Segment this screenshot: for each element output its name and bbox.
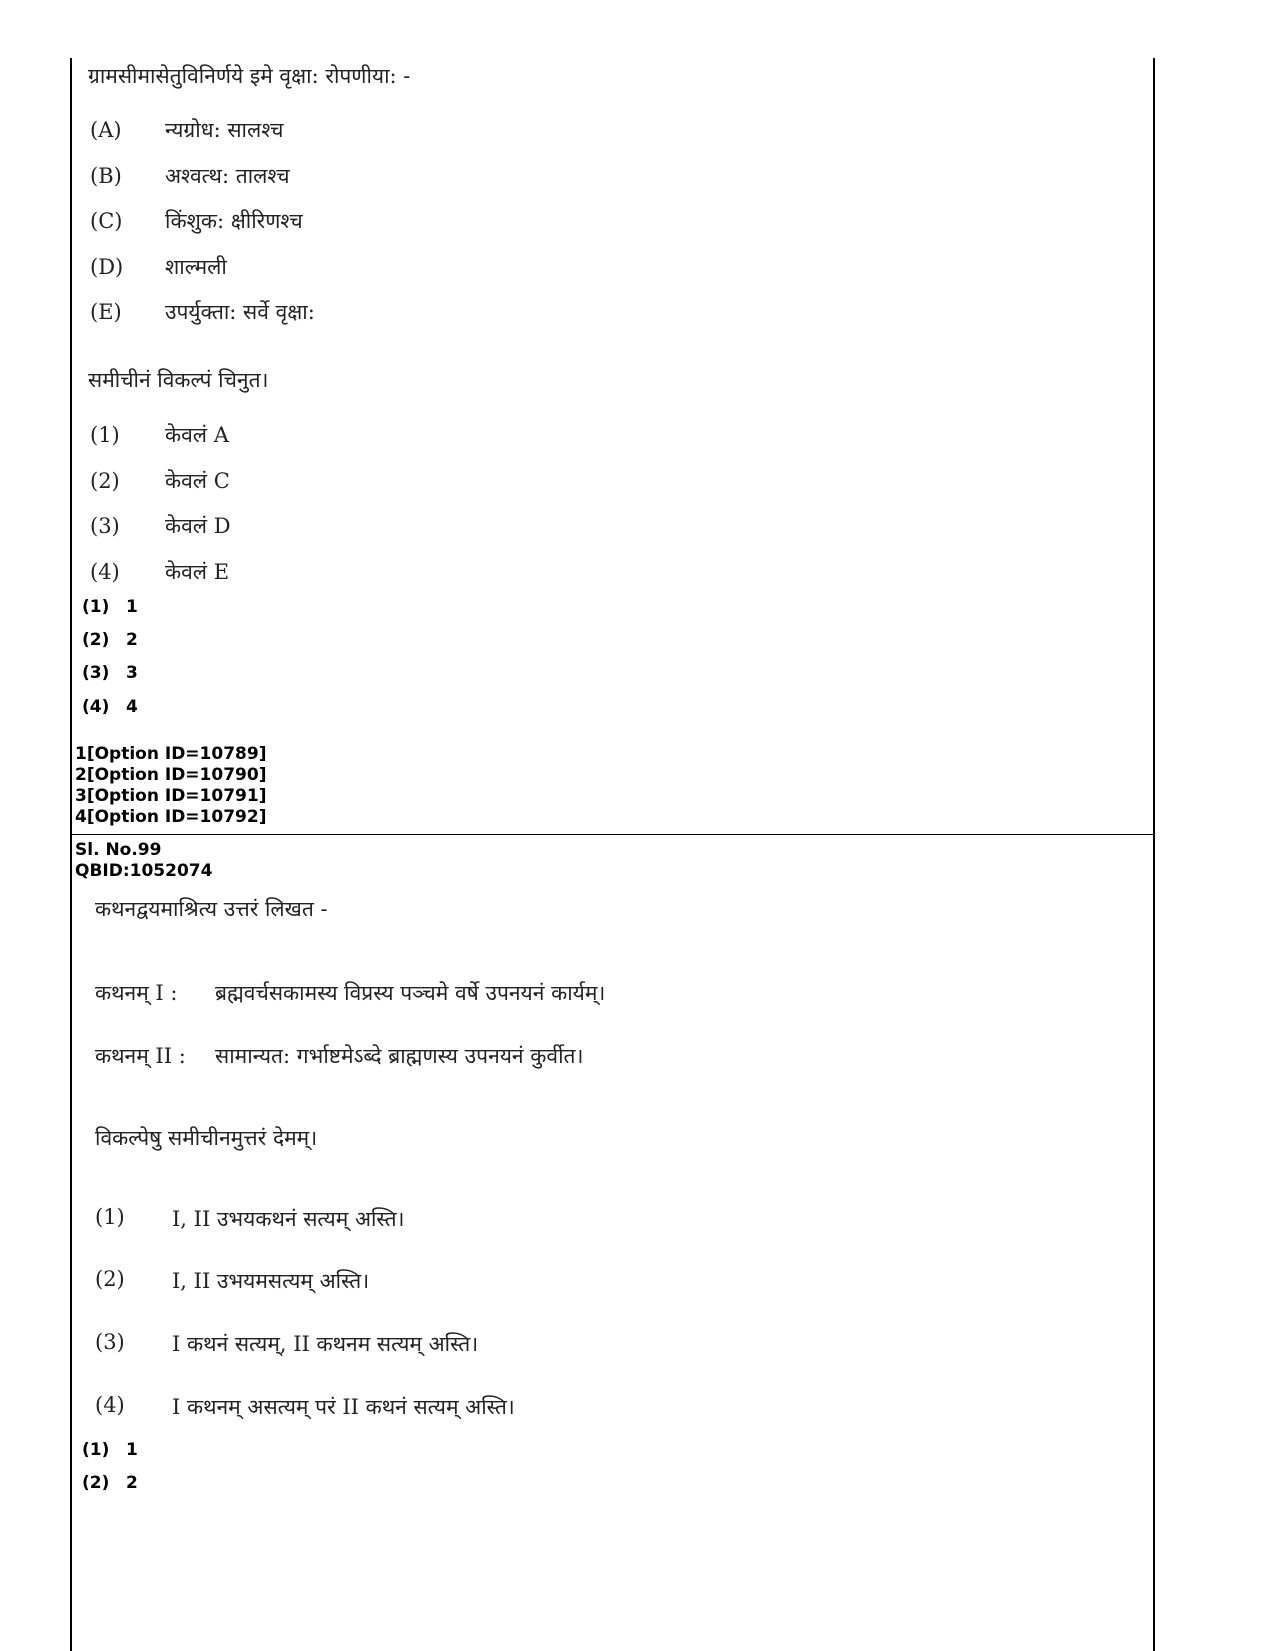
- answer-value: 4: [126, 697, 138, 717]
- choice-text: केवलं C: [165, 469, 230, 493]
- serial-number: Sl. No.99: [75, 840, 162, 860]
- statement-label: (D): [90, 255, 124, 279]
- answer-value: 1: [126, 1440, 138, 1460]
- statement-label: (E): [90, 300, 122, 324]
- statement-label: (A): [90, 118, 122, 142]
- choice-text: केवलं D: [165, 514, 231, 538]
- answer-label: (1): [82, 1440, 110, 1460]
- choice-text: I कथनम् असत्यम् परं II कथनं सत्यम् अस्ति।: [172, 1395, 515, 1419]
- choice-label: (2): [90, 469, 120, 493]
- question-divider: [70, 834, 1155, 835]
- statement-label: (C): [90, 209, 123, 233]
- statement-text: किंशुक: क्षीरिणश्च: [165, 209, 303, 233]
- answer-label: (3): [82, 663, 110, 683]
- answer-value: 2: [126, 1473, 138, 1493]
- question-text: ग्रामसीमासेतुविनिर्णये इमे वृक्षा: रोपणीया: -: [88, 64, 411, 88]
- choice-text: केवलं A: [165, 423, 229, 447]
- choice-text: I, II उभयमसत्यम् अस्ति।: [172, 1269, 370, 1293]
- question-text: कथनद्वयमाश्रित्य उत्तरं लिखत -: [95, 897, 328, 921]
- option-id: 3[Option ID=10791]: [75, 786, 267, 806]
- choice-label: (1): [90, 423, 120, 447]
- option-id: 1[Option ID=10789]: [75, 744, 267, 764]
- choice-label: (3): [95, 1330, 125, 1354]
- answer-value: 2: [126, 630, 138, 650]
- question-bank-id: QBID:1052074: [75, 861, 213, 881]
- statement-text: ब्रह्मवर्चसकामस्य विप्रस्य पञ्चमे वर्षे उपनयनं कार्यम्।: [215, 981, 606, 1005]
- instruction-text: समीचीनं विकल्पं चिनुत।: [88, 368, 269, 392]
- choice-label: (4): [95, 1393, 125, 1417]
- statement-text: शाल्मली: [165, 255, 227, 279]
- choice-label: (2): [95, 1267, 125, 1291]
- answer-value: 3: [126, 663, 138, 683]
- statement-text: सामान्यत: गर्भाष्टमेऽब्दे ब्राह्मणस्य उपनयनं कुर्वीत।: [215, 1044, 584, 1068]
- statement-label: कथनम् II :: [95, 1044, 186, 1068]
- statement-text: उपर्युक्ता: सर्वे वृक्षा:: [165, 300, 315, 324]
- answer-label: (2): [82, 1473, 110, 1493]
- choice-text: केवलं E: [165, 560, 230, 584]
- statement-text: अश्वत्थ: तालश्च: [165, 164, 290, 188]
- option-id: 2[Option ID=10790]: [75, 765, 267, 785]
- answer-value: 1: [126, 597, 138, 617]
- answer-label: (4): [82, 697, 110, 717]
- choice-label: (1): [95, 1205, 125, 1229]
- option-id: 4[Option ID=10792]: [75, 807, 267, 827]
- choice-text: I, II उभयकथनं सत्यम् अस्ति।: [172, 1207, 405, 1231]
- instruction-text: विकल्पेषु समीचीनमुत्तरं देमम्।: [95, 1126, 318, 1150]
- statement-label: (B): [90, 164, 122, 188]
- answer-label: (1): [82, 597, 110, 617]
- choice-label: (3): [90, 514, 120, 538]
- statement-text: न्यग्रोध: सालश्च: [165, 118, 284, 142]
- right-border: [1153, 58, 1155, 1651]
- choice-text: I कथनं सत्यम्, II कथनम सत्यम् अस्ति।: [172, 1332, 479, 1356]
- choice-label: (4): [90, 560, 120, 584]
- answer-label: (2): [82, 630, 110, 650]
- statement-label: कथनम् I :: [95, 981, 178, 1005]
- left-border: [70, 58, 72, 1651]
